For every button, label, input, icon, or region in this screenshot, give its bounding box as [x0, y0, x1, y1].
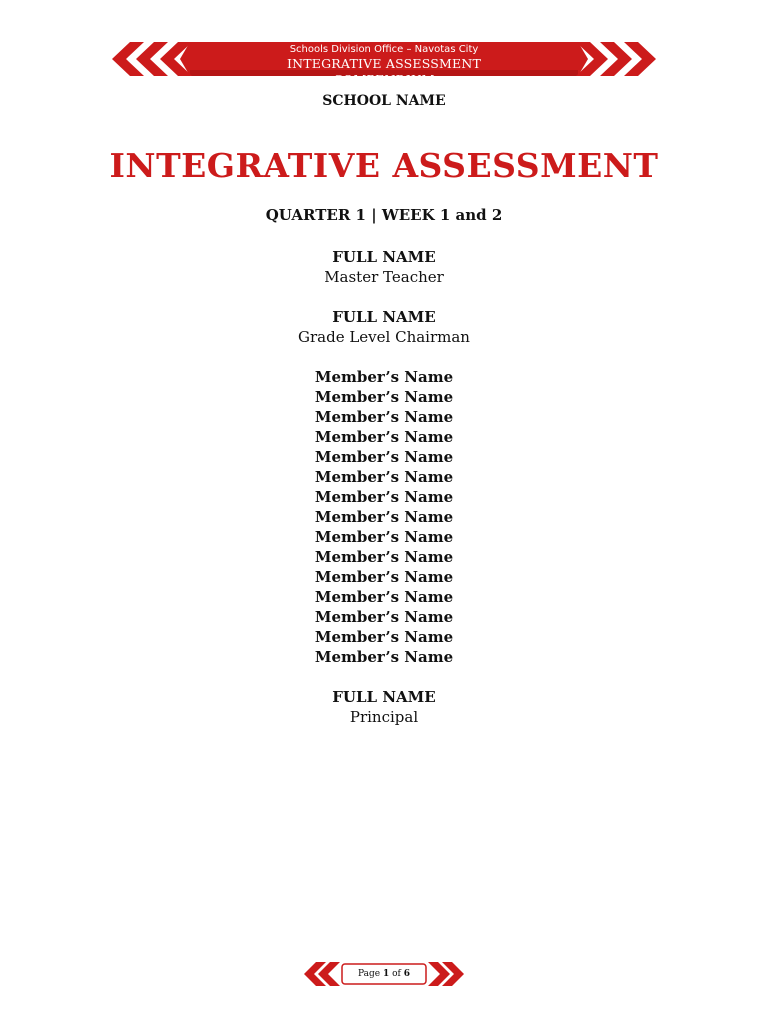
- page-total: 6: [403, 969, 410, 979]
- footer-right-chevrons-icon: [428, 962, 464, 986]
- member-name: Member’s Name: [314, 388, 454, 406]
- member-name: Member’s Name: [314, 508, 454, 526]
- quarter-week-label: QUARTER 1 | WEEK 1 and 2: [265, 206, 503, 224]
- member-name: Member’s Name: [314, 588, 454, 606]
- page-label: Page: [357, 969, 381, 979]
- division-office-label: Schools Division Office – Navotas City: [289, 44, 479, 55]
- member-name: Member’s Name: [314, 448, 454, 466]
- school-name: SCHOOL NAME: [322, 93, 446, 109]
- member-name: Member’s Name: [314, 368, 454, 386]
- member-name: Member’s Name: [314, 568, 454, 586]
- member-name: Member’s Name: [314, 548, 454, 566]
- member-name: Member’s Name: [314, 628, 454, 646]
- footer-left-chevrons-icon: [304, 962, 340, 986]
- member-name: Member’s Name: [314, 648, 454, 666]
- master-teacher-block: [0, 247, 768, 287]
- members-list: [0, 367, 768, 667]
- page-footer: [304, 960, 464, 988]
- principal-role: Principal: [349, 708, 419, 726]
- page-of-label: of: [392, 969, 401, 979]
- principal-name: FULL NAME: [332, 688, 436, 706]
- principal-block: [0, 687, 768, 727]
- grade-chair-role: Grade Level Chairman: [298, 328, 470, 346]
- grade-chair-name: FULL NAME: [332, 308, 436, 326]
- master-teacher-role: Master Teacher: [324, 268, 444, 286]
- master-teacher-name: FULL NAME: [332, 248, 436, 266]
- banner-text: [262, 40, 506, 87]
- member-name: Member’s Name: [314, 428, 454, 446]
- page-number: [340, 966, 428, 982]
- member-name: Member’s Name: [314, 488, 454, 506]
- header-banner: [112, 40, 656, 87]
- member-name: Member’s Name: [314, 528, 454, 546]
- compendium-title: INTEGRATIVE ASSESSMENT COMPENDIUM: [286, 56, 482, 87]
- grade-chair-block: [0, 307, 768, 347]
- member-name: Member’s Name: [314, 408, 454, 426]
- member-name: Member’s Name: [314, 608, 454, 626]
- page-current: 1: [382, 969, 390, 979]
- page-title: INTEGRATIVE ASSESSMENT: [109, 146, 659, 185]
- member-name: Member’s Name: [314, 468, 454, 486]
